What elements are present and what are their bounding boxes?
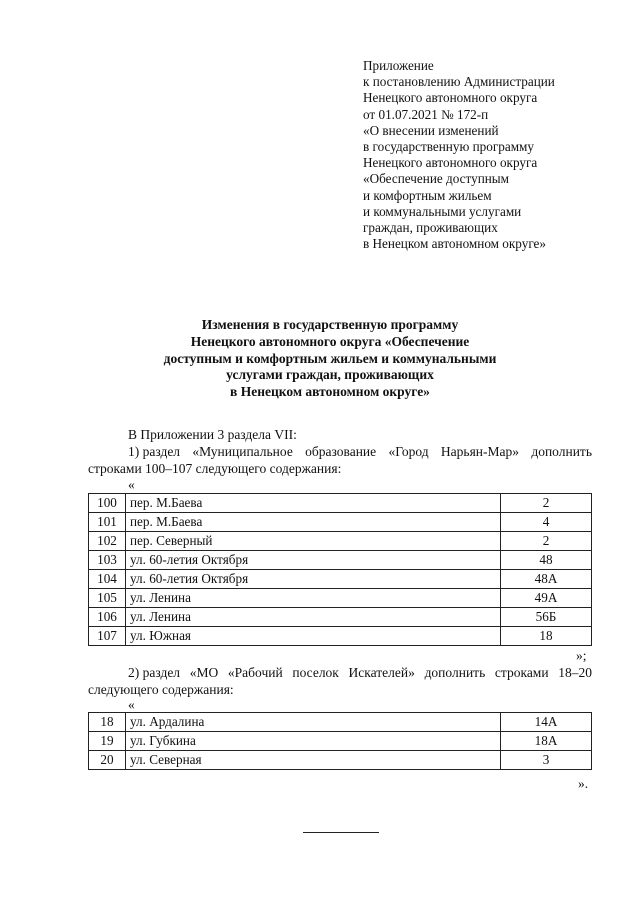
title-line: Изменения в государственную программу xyxy=(201,317,459,332)
table-row xyxy=(89,551,592,570)
section2-text xyxy=(88,664,592,698)
word: «МО xyxy=(189,665,219,680)
house-cell: 2 xyxy=(501,532,592,551)
word: 18–20 xyxy=(558,665,592,680)
street-cell: пер. М.Баева xyxy=(126,513,501,532)
row-number: 20 xyxy=(89,751,126,770)
house-cell: 4 xyxy=(501,513,592,532)
appendix-line: от 01.07.2021 № 172-п xyxy=(363,106,489,122)
word: 1) раздел xyxy=(128,444,181,459)
row-number: 100 xyxy=(89,494,126,513)
open-quote: « xyxy=(128,697,135,712)
house-cell: 48 xyxy=(501,551,592,570)
section1-line2: строками 100–107 следующего содержания: xyxy=(88,461,342,476)
table-row xyxy=(89,751,592,770)
document-title xyxy=(130,317,530,401)
appendix-line: и комфортным жильем xyxy=(363,187,492,203)
intro-paragraph: В Приложении 3 раздела VII: xyxy=(128,427,297,442)
appendix-line: «О внесении изменений xyxy=(363,122,499,138)
table-row xyxy=(89,494,592,513)
title-line: доступным и комфортным жильем и коммунальными xyxy=(163,350,497,366)
row-number: 105 xyxy=(89,589,126,608)
table-row xyxy=(89,627,592,646)
row-number: 104 xyxy=(89,570,126,589)
appendix-header xyxy=(363,58,623,252)
appendix-line: «Обеспечение доступным xyxy=(363,171,510,187)
section2-line1 xyxy=(88,664,592,681)
row-number: 107 xyxy=(89,627,126,646)
row-number: 101 xyxy=(89,513,126,532)
title-line: в Ненецком автономном округе» xyxy=(230,384,430,400)
street-cell: ул. Ленина xyxy=(126,589,501,608)
street-cell: пер. М.Баева xyxy=(126,494,501,513)
word: дополнить xyxy=(531,444,592,459)
word: «Город xyxy=(388,444,429,459)
word: «Рабочий xyxy=(227,665,283,680)
house-cell: 56Б xyxy=(501,608,592,627)
house-cell: 14А xyxy=(501,713,592,732)
table-row xyxy=(89,608,592,627)
close-quote: »; xyxy=(576,648,587,663)
house-cell: 18 xyxy=(501,627,592,646)
street-cell: ул. Южная xyxy=(126,627,501,646)
house-cell: 48А xyxy=(501,570,592,589)
table-row xyxy=(89,570,592,589)
row-number: 106 xyxy=(89,608,126,627)
house-cell: 49А xyxy=(501,589,592,608)
section2-table xyxy=(88,712,592,770)
section1-table xyxy=(88,493,592,646)
word: строками xyxy=(494,665,549,680)
street-cell: ул. 60-летия Октября xyxy=(126,551,501,570)
table-row xyxy=(89,713,592,732)
word: Искателей» xyxy=(348,665,415,680)
street-cell: ул. Северная xyxy=(126,751,501,770)
row-number: 103 xyxy=(89,551,126,570)
open-quote: « xyxy=(128,477,135,492)
street-cell: ул. Ардалина xyxy=(126,713,501,732)
row-number: 19 xyxy=(89,732,126,751)
footer-divider xyxy=(303,832,379,833)
appendix-line: в государственную программу xyxy=(363,139,534,155)
street-cell: ул. 60-летия Октября xyxy=(126,570,501,589)
word: дополнить xyxy=(424,665,486,680)
word: образование xyxy=(305,444,377,459)
appendix-line: Ненецкого автономного округа xyxy=(363,90,538,106)
word: «Муниципальное xyxy=(192,444,293,459)
street-cell: ул. Ленина xyxy=(126,608,501,627)
appendix-line: к постановлению Администрации xyxy=(363,74,555,90)
house-cell: 2 xyxy=(501,494,592,513)
table-row xyxy=(89,513,592,532)
appendix-line: Приложение xyxy=(363,58,434,73)
row-number: 18 xyxy=(89,713,126,732)
section1-line1 xyxy=(88,443,592,460)
section1-text xyxy=(88,443,592,477)
house-cell: 18А xyxy=(501,732,592,751)
row-number: 102 xyxy=(89,532,126,551)
table-row xyxy=(89,732,592,751)
word: 2) раздел xyxy=(128,665,181,680)
street-cell: пер. Северный xyxy=(126,532,501,551)
appendix-line: в Ненецком автономном округе» xyxy=(363,236,547,252)
word: поселок xyxy=(292,665,339,680)
section2-line2: следующего содержания: xyxy=(88,682,234,697)
appendix-line: Ненецкого автономного округа xyxy=(363,155,538,171)
street-cell: ул. Губкина xyxy=(126,732,501,751)
house-cell: 3 xyxy=(501,751,592,770)
table-row xyxy=(89,532,592,551)
title-line: Ненецкого автономного округа «Обеспечение xyxy=(190,333,470,349)
close-quote: ». xyxy=(578,776,589,791)
appendix-line: граждан, проживающих xyxy=(363,220,498,236)
appendix-line: и коммунальными услугами xyxy=(363,203,522,219)
table-row xyxy=(89,589,592,608)
word: Нарьян-Мар» xyxy=(440,444,519,459)
title-line: услугами граждан, проживающих xyxy=(226,367,434,383)
